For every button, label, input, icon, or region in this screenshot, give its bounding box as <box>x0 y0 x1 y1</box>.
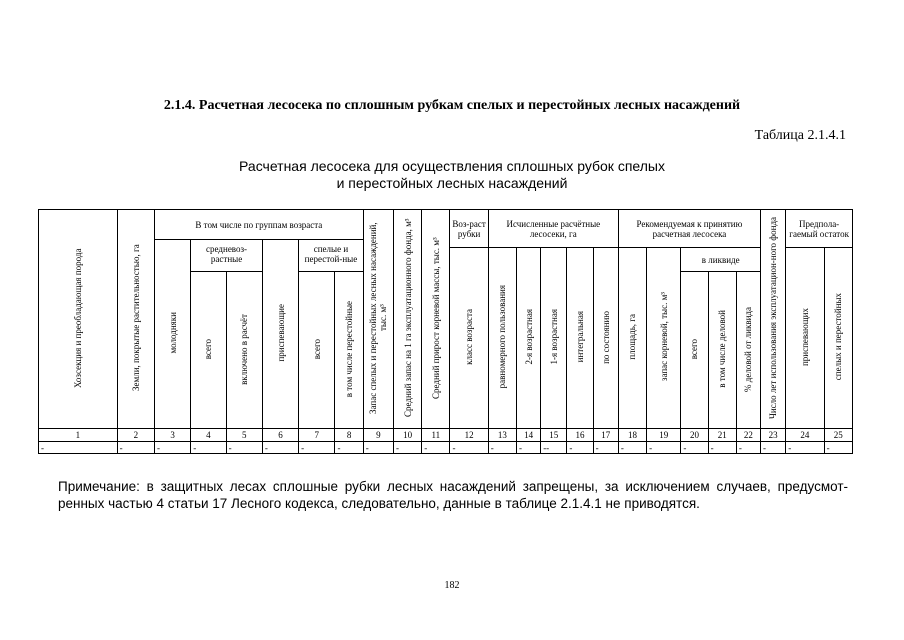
table-note: Примечание: в защитных лесах сплошные рубки лесных насаждений запрещены, за исключением случаев, предусмот-ренных частью 4 статьи 17 Лесного кодекса, следовательно, данные в таблице 2.1.4.1 не приводятся. <box>58 479 848 511</box>
col-num: 5 <box>226 429 262 442</box>
table-number: Таблица 2.1.4.1 <box>754 128 846 143</box>
header-ripe: спелые и перестой-ные <box>299 240 364 272</box>
header-col-16: интегральная <box>567 248 593 429</box>
cell: - <box>824 442 852 454</box>
page-number: 182 <box>444 580 460 591</box>
table-caption <box>200 158 704 192</box>
col-num: 10 <box>393 429 421 442</box>
header-cut-age: Воз-раст рубки <box>450 210 488 248</box>
header-col-18: площадь, га <box>618 248 646 429</box>
cutting-area-table <box>38 209 853 454</box>
col-num: 19 <box>647 429 681 442</box>
col-num: 12 <box>450 429 488 442</box>
header-col-9: Запас спелых и перестойных лесных насаждений, тыс. м³ <box>363 210 393 429</box>
cell: - <box>618 442 646 454</box>
header-col-20: всего <box>681 272 708 429</box>
table-row <box>39 442 853 454</box>
cell: - <box>488 442 516 454</box>
col-num: 11 <box>422 429 450 442</box>
cell: - <box>647 442 681 454</box>
header-col-19: запас корневой, тыс. м³ <box>647 248 681 429</box>
cell: - <box>335 442 363 454</box>
col-num: 15 <box>541 429 567 442</box>
cell: - <box>516 442 540 454</box>
col-num: 23 <box>761 429 786 442</box>
header-col-11: Средний прирост корневой массы, тыс. м³ <box>422 210 450 429</box>
col-num: 20 <box>681 429 708 442</box>
header-col-24: приспевающих <box>786 248 824 429</box>
header-col-10: Средний запас на 1 га эксплуатационного фонда, м³ <box>393 210 421 429</box>
section-heading: 2.1.4. Расчетная лесосека по сплошным рубкам спелых и перестойных лесных насаждений <box>163 98 741 113</box>
col-num: 6 <box>262 429 298 442</box>
header-col-25: спелых и перестойных <box>824 248 852 429</box>
cell: - <box>422 442 450 454</box>
header-col-15: 1-я возрастная <box>541 248 567 429</box>
cell: - <box>154 442 190 454</box>
col-num: 17 <box>593 429 618 442</box>
col-num: 13 <box>488 429 516 442</box>
column-number-row <box>39 429 853 442</box>
cell: -- <box>541 442 567 454</box>
cell: - <box>191 442 226 454</box>
col-num: 25 <box>824 429 852 442</box>
cell: - <box>450 442 488 454</box>
header-col-17: по состоянию <box>593 248 618 429</box>
header-col-2: Земли, покрытые растительностью, га <box>117 210 154 429</box>
col-num: 2 <box>117 429 154 442</box>
cell: - <box>736 442 760 454</box>
header-col-5: включено в расчёт <box>226 272 262 429</box>
col-num: 9 <box>363 429 393 442</box>
cell: - <box>681 442 708 454</box>
header-col-7: всего <box>299 272 335 429</box>
col-num: 7 <box>299 429 335 442</box>
cell: - <box>761 442 786 454</box>
header-col-4: всего <box>191 272 226 429</box>
header-col-14: 2-я возрастная <box>516 248 540 429</box>
header-col-12: класс возраста <box>450 248 488 429</box>
header-age-groups: В том числе по группам возраста <box>154 210 363 240</box>
cell: - <box>786 442 824 454</box>
header-middle-aged: средневоз-растные <box>191 240 263 272</box>
header-col-23: Число лет использования эксплуатацион-ного фонда <box>761 210 786 429</box>
col-num: 18 <box>618 429 646 442</box>
cell: - <box>226 442 262 454</box>
col-num: 3 <box>154 429 190 442</box>
col-num: 4 <box>191 429 226 442</box>
header-col-3: молодняки <box>154 240 190 429</box>
header-col-6: приспевающие <box>262 240 298 429</box>
cell: - <box>708 442 736 454</box>
header-col-1: Хозсекция и преобладающая порода <box>39 210 118 429</box>
col-num: 24 <box>786 429 824 442</box>
col-num: 8 <box>335 429 363 442</box>
cell: - <box>117 442 154 454</box>
header-col-8: в том числе перестойные <box>335 272 363 429</box>
header-recommended: Рекомендуемая к принятию расчетная лесосека <box>618 210 760 248</box>
header-col-22: % деловой от ликвида <box>736 272 760 429</box>
col-num: 14 <box>516 429 540 442</box>
cell: - <box>262 442 298 454</box>
cell: - <box>393 442 421 454</box>
cell: - <box>593 442 618 454</box>
header-liquid: в ликвиде <box>681 248 761 272</box>
header-calc-cut: Исчисленные расчётные лесосеки, га <box>488 210 618 248</box>
cell: - <box>299 442 335 454</box>
caption-line-2: и перестойных лесных насаждений <box>336 175 568 191</box>
cell: - <box>39 442 118 454</box>
header-expected: Предпола-гаемый остаток <box>786 210 853 248</box>
col-num: 21 <box>708 429 736 442</box>
header-col-21: в том числе деловой <box>708 272 736 429</box>
header-col-13: равномерного пользования <box>488 248 516 429</box>
cell: - <box>363 442 393 454</box>
cell: - <box>567 442 593 454</box>
col-num: 22 <box>736 429 760 442</box>
col-num: 16 <box>567 429 593 442</box>
col-num: 1 <box>39 429 118 442</box>
caption-line-1: Расчетная лесосека для осуществления сплошных рубок спелых <box>239 158 665 174</box>
